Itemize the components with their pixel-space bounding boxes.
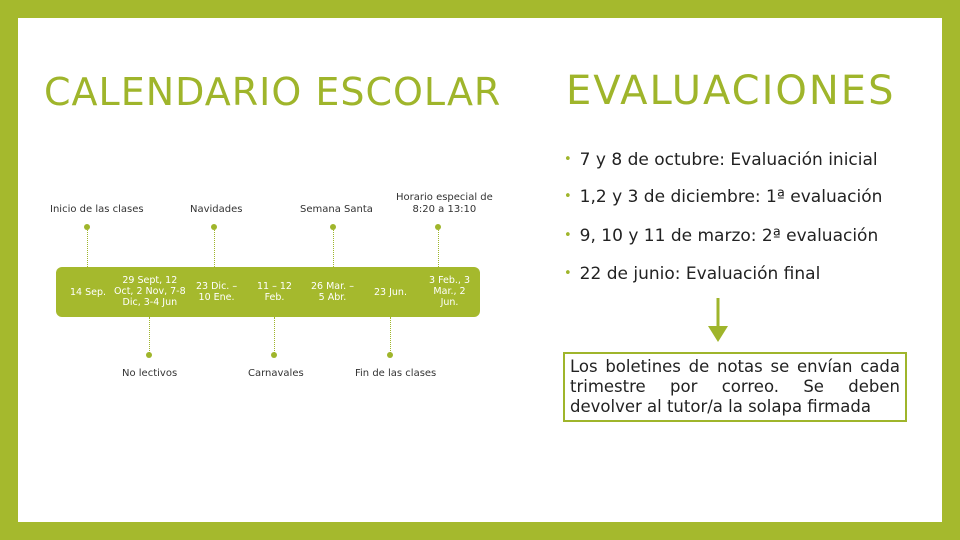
timeline-label-carnival: Carnavales xyxy=(248,368,304,379)
bullet-icon: • xyxy=(564,266,572,281)
timeline-stem xyxy=(438,230,439,267)
timeline-label-non-school-days: No lectivos xyxy=(122,368,178,379)
evaluation-item xyxy=(564,226,878,246)
timeline-label-christmas: Navidades xyxy=(190,204,243,215)
timeline-date: 23 Jun. xyxy=(374,287,407,298)
timeline-stem xyxy=(274,317,275,353)
timeline-date: 29 Sept, 12 Oct, 2 Nov, 7-8 Dic, 3-4 Jun xyxy=(114,275,186,308)
bullet-icon: • xyxy=(564,189,572,204)
timeline-date: 3 Feb., 3 Mar., 2 Jun. xyxy=(429,275,470,308)
evaluation-item xyxy=(564,187,882,207)
timeline-dot xyxy=(146,352,152,358)
timeline-stem xyxy=(390,317,391,353)
timeline-stem xyxy=(333,230,334,267)
evaluation-item xyxy=(564,150,878,170)
timeline-stem xyxy=(214,230,215,267)
evaluation-item-text: 22 de junio: Evaluación final xyxy=(579,264,821,284)
timeline-label-start: Inicio de las clases xyxy=(50,204,144,215)
timeline-dot xyxy=(387,352,393,358)
evaluation-item-text: 9, 10 y 11 de marzo: 2ª evaluación xyxy=(579,226,879,246)
timeline-stem xyxy=(87,230,88,267)
timeline-stem xyxy=(149,317,150,353)
evaluation-item-text: 1,2 y 3 de diciembre: 1ª evaluación xyxy=(579,187,883,207)
timeline-date: 14 Sep. xyxy=(70,287,107,298)
timeline-date: 11 – 12 Feb. xyxy=(257,281,292,303)
bullet-icon: • xyxy=(564,152,572,167)
timeline-dot xyxy=(271,352,277,358)
timeline-date: 26 Mar. – 5 Abr. xyxy=(311,281,354,303)
bullet-icon: • xyxy=(564,228,572,243)
evaluation-item-text: 7 y 8 de octubre: Evaluación inicial xyxy=(579,150,878,170)
calendar-title: CALENDARIO ESCOLAR xyxy=(44,70,502,114)
timeline-label-end-of-classes: Fin de las clases xyxy=(355,368,437,379)
arrow-down-icon xyxy=(706,298,730,342)
timeline-label-easter: Semana Santa xyxy=(300,204,373,215)
report-cards-note: Los boletines de notas se envían cada trimestre por correo. Se deben devolver al tutor/a la solapa firmada xyxy=(563,352,907,422)
evaluation-item xyxy=(564,264,820,284)
evaluations-title: EVALUACIONES xyxy=(566,68,896,114)
timeline-label-special-hours: Horario especial de 8:20 a 13:10 xyxy=(396,192,493,215)
slide xyxy=(18,18,942,522)
timeline-date: 23 Dic. – 10 Ene. xyxy=(196,281,238,303)
